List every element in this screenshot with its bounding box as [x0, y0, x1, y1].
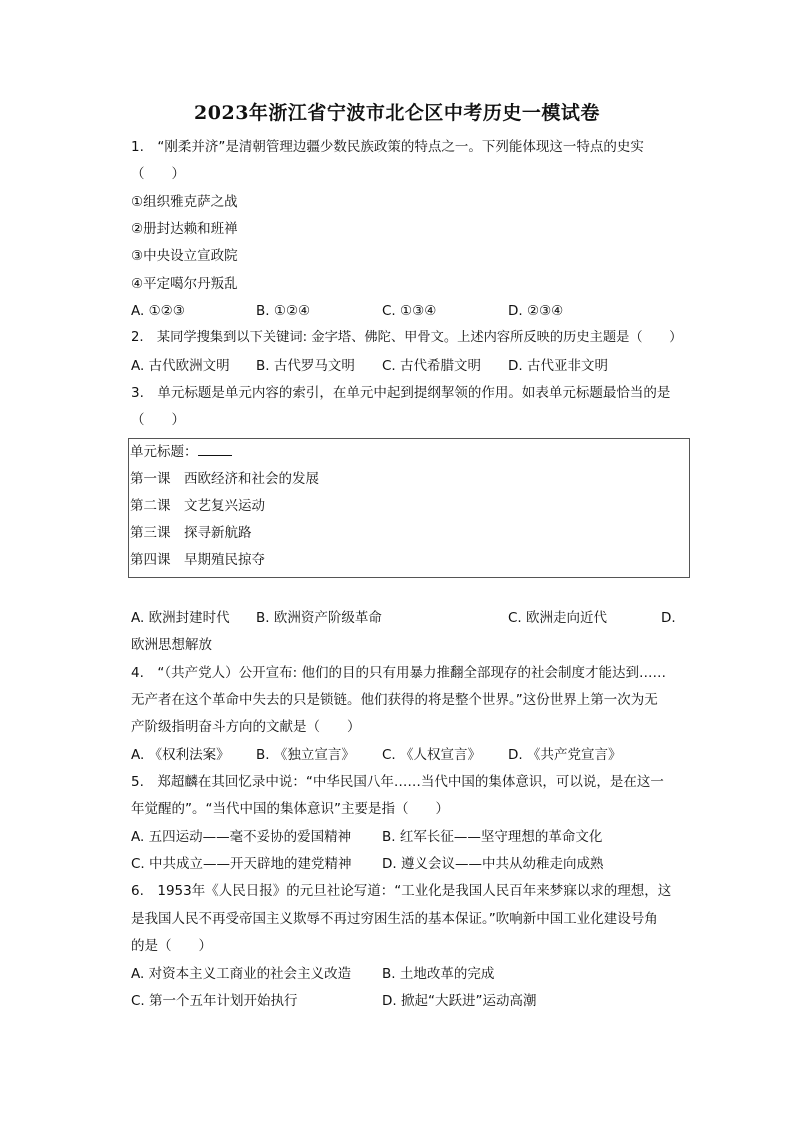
unit-table: [128, 438, 690, 578]
question-3-option-d: D.: [661, 610, 676, 626]
question-5-option-d: D. 遵义会议——中共从幼稚走向成熟: [382, 856, 604, 872]
question-6-option-b: B. 土地改革的完成: [382, 966, 495, 982]
question-2-stem: 2. 某同学搜集到以下关键词: 金字塔、佛陀、甲骨文。上述内容所反映的历史主题是（ ）: [131, 330, 683, 345]
unit-title-label: 单元标题：: [130, 444, 198, 460]
question-5-stem: 年觉醒的”。“当代中国的集体意识”主要是指（ ）: [131, 801, 449, 817]
lesson-row: 第二课 文艺复兴运动: [130, 498, 265, 514]
question-4-option-c: C. 《人权宣言》: [382, 747, 482, 763]
question-5-stem: 5. 郑超麟在其回忆录中说：“中华民国八年……当代中国的集体意识，可以说，是在这一: [131, 774, 664, 790]
question-5-option-b: B. 红军长征——坚守理想的革命文化: [382, 829, 603, 845]
question-2-option-d: D. 古代亚非文明: [508, 358, 608, 374]
unit-title-row: [130, 443, 232, 461]
question-1-option-a: A. ①②③: [131, 303, 185, 319]
question-1-item: ②册封达赖和班禅: [131, 221, 238, 237]
question-1-option-b: B. ①②④: [256, 303, 311, 319]
question-4-stem: 4. “（共产党人）公开宣布: 他们的目的只有用暴力推翻全部现存的社会制度才能达到……: [131, 665, 666, 681]
question-4-stem: 产阶级指明奋斗方向的文献是（ ）: [131, 719, 361, 735]
question-3-stem: （ ）: [131, 412, 185, 428]
question-1-item: ①组织雅克萨之战: [131, 194, 238, 210]
question-4-option-a: A. 《权利法案》: [131, 747, 230, 763]
page-title: 2023年浙江省宁波市北仑区中考历史一模试卷: [194, 102, 600, 124]
question-3-option-d-text: 欧洲思想解放: [131, 637, 212, 653]
question-2-option-b: B. 古代罗马文明: [256, 358, 355, 374]
question-4-stem: 无产者在这个革命中失去的只是锁链。他们获得的将是整个世界。”这份世界上第一次为无: [131, 692, 658, 708]
question-6-stem: 的是（ ）: [131, 938, 212, 954]
question-1-item: ③中央设立宣政院: [131, 248, 238, 264]
answer-blank: [198, 443, 232, 456]
question-2-option-a: A. 古代欧洲文明: [131, 358, 230, 374]
question-4-option-d: D. 《共产党宣言》: [508, 747, 622, 763]
question-4-option-b: B. 《独立宣言》: [256, 747, 355, 763]
question-6-option-d: D. 掀起“大跃进”运动高潮: [382, 993, 537, 1009]
question-6-option-a: A. 对资本主义工商业的社会主义改造: [131, 966, 352, 982]
question-3-option-a: A. 欧洲封建时代: [131, 610, 230, 626]
lesson-row: 第四课 早期殖民掠夺: [130, 552, 265, 568]
question-6-option-c: C. 第一个五年计划开始执行: [131, 993, 298, 1009]
question-3-stem: 3. 单元标题是单元内容的索引，在单元中起到提纲挈领的作用。如表单元标题最恰当的是: [131, 385, 671, 401]
question-1-item: ④平定噶尔丹叛乱: [131, 276, 238, 292]
question-1-option-c: C. ①③④: [382, 303, 437, 319]
question-6-stem: 6. 1953年《人民日报》的元旦社论写道：“工业化是我国人民百年来梦寐以求的理想，这: [131, 883, 672, 899]
question-1-option-d: D. ②③④: [508, 303, 564, 319]
question-5-option-a: A. 五四运动——毫不妥协的爱国精神: [131, 829, 352, 845]
question-6-stem: 是我国人民不再受帝国主义欺辱不再过穷困生活的基本保证。”吹响新中国工业化建设号角: [131, 911, 658, 927]
lesson-row: 第三课 探寻新航路: [130, 525, 252, 541]
lesson-row: 第一课 西欧经济和社会的发展: [130, 471, 319, 487]
question-2-option-c: C. 古代希腊文明: [382, 358, 482, 374]
question-3-option-c: C. 欧洲走向近代: [508, 610, 608, 626]
question-1-stem: 1. “刚柔并济”是清朝管理边疆少数民族政策的特点之一。下列能体现这一特点的史实: [131, 139, 644, 155]
question-1-stem: （ ）: [131, 166, 185, 182]
question-5-option-c: C. 中共成立——开天辟地的建党精神: [131, 856, 352, 872]
question-3-option-b: B. 欧洲资产阶级革命: [256, 610, 382, 626]
